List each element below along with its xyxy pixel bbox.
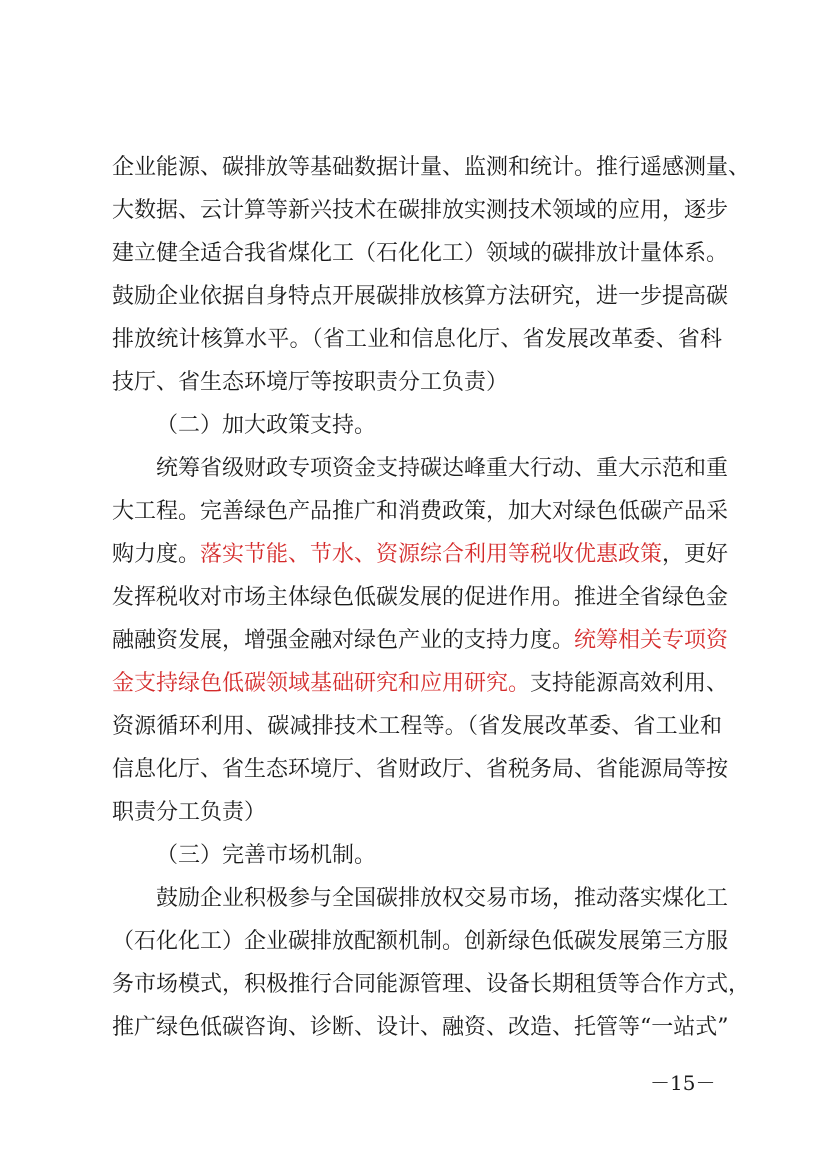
heading-text: （三）完善市场机制。 bbox=[156, 843, 377, 868]
text-segment: 统筹省级财政专项资金支持碳达峰重大行动、重大示范和重 bbox=[156, 456, 729, 481]
body-line-12 bbox=[112, 621, 729, 661]
body-line-19 bbox=[112, 922, 729, 962]
body-line-8 bbox=[156, 449, 729, 489]
body-line-13 bbox=[112, 664, 729, 704]
body-line-18 bbox=[156, 879, 729, 919]
text-segment: 建立健全适合我省煤化工（石化化工）领域的碳排放计量体系。 bbox=[112, 241, 729, 266]
body-line-9 bbox=[112, 492, 729, 532]
text-segment: 大工程。完善绿色产品推广和消费政策，加大对绿色低碳产品采 bbox=[112, 499, 729, 524]
text-segment: 鼓励企业依据自身特点开展碳排放核算方法研究，进一步提高碳 bbox=[112, 284, 729, 309]
text-segment: 信息化厅、省生态环境厅、省财政厅、省税务局、省能源局等按 bbox=[112, 757, 729, 782]
text-segment: 支持能源高效利用、 bbox=[530, 671, 729, 696]
text-segment: 发挥税收对市场主体绿色低碳发展的促进作用。推进全省绿色金 bbox=[112, 585, 729, 610]
text-segment: 职责分工负责） bbox=[112, 800, 267, 825]
text-segment: 资源循环利用、碳减排技术工程等。（省发展改革委、省工业和 bbox=[112, 714, 722, 739]
text-segment: 企业能源、碳排放等基础数据计量、监测和统计。推行遥感测量、 bbox=[112, 155, 751, 180]
text-segment: 排放统计核算水平。（省工业和信息化厅、省发展改革委、省科 bbox=[112, 327, 722, 352]
page-number: －15－ bbox=[650, 1071, 716, 1095]
text-segment: 大数据、云计算等新兴技术在碳排放实测技术领域的应用，逐步 bbox=[112, 198, 729, 223]
heading-text: （二）加大政策支持。 bbox=[156, 413, 377, 438]
text-segment: 购力度。 bbox=[112, 542, 201, 567]
body-line-3 bbox=[112, 234, 729, 274]
highlighted-text: 金支持绿色低碳领域基础研究和应用研究。 bbox=[112, 671, 531, 696]
text-segment: 推广绿色低碳咨询、诊断、设计、融资、改造、托管等“一站式” bbox=[112, 1015, 729, 1040]
text-segment: 技厅、省生态环境厅等按职责分工负责） bbox=[112, 370, 509, 395]
body-line-2 bbox=[112, 191, 729, 231]
text-segment: 务市场模式，积极推行合同能源管理、设备长期租赁等合作方式， bbox=[112, 972, 751, 997]
text-segment: ，更好 bbox=[662, 542, 729, 567]
body-line-21 bbox=[112, 1008, 729, 1048]
text-segment: 鼓励企业积极参与全国碳排放权交易市场，推动落实煤化工 bbox=[156, 886, 729, 911]
body-line-20 bbox=[112, 965, 751, 1005]
text-segment: 融融资发展，增强金融对绿色产业的支持力度。 bbox=[112, 628, 575, 653]
body-line-4 bbox=[112, 277, 729, 317]
body-line-6 bbox=[112, 363, 508, 403]
body-line-16 bbox=[112, 793, 266, 833]
highlighted-text: 落实节能、节水、资源综合利用等税收优惠政策 bbox=[200, 542, 663, 567]
body-line-11 bbox=[112, 578, 729, 618]
section-heading-2 bbox=[156, 406, 376, 446]
section-heading-3 bbox=[156, 836, 376, 876]
body-line-10 bbox=[112, 535, 729, 575]
body-line-1 bbox=[112, 148, 751, 188]
text-segment: （石化化工）企业碳排放配额机制。创新绿色低碳发展第三方服 bbox=[112, 929, 729, 954]
body-line-5 bbox=[112, 320, 722, 360]
body-line-15 bbox=[112, 750, 729, 790]
body-line-14 bbox=[112, 707, 722, 747]
highlighted-text: 统筹相关专项资 bbox=[574, 628, 729, 653]
